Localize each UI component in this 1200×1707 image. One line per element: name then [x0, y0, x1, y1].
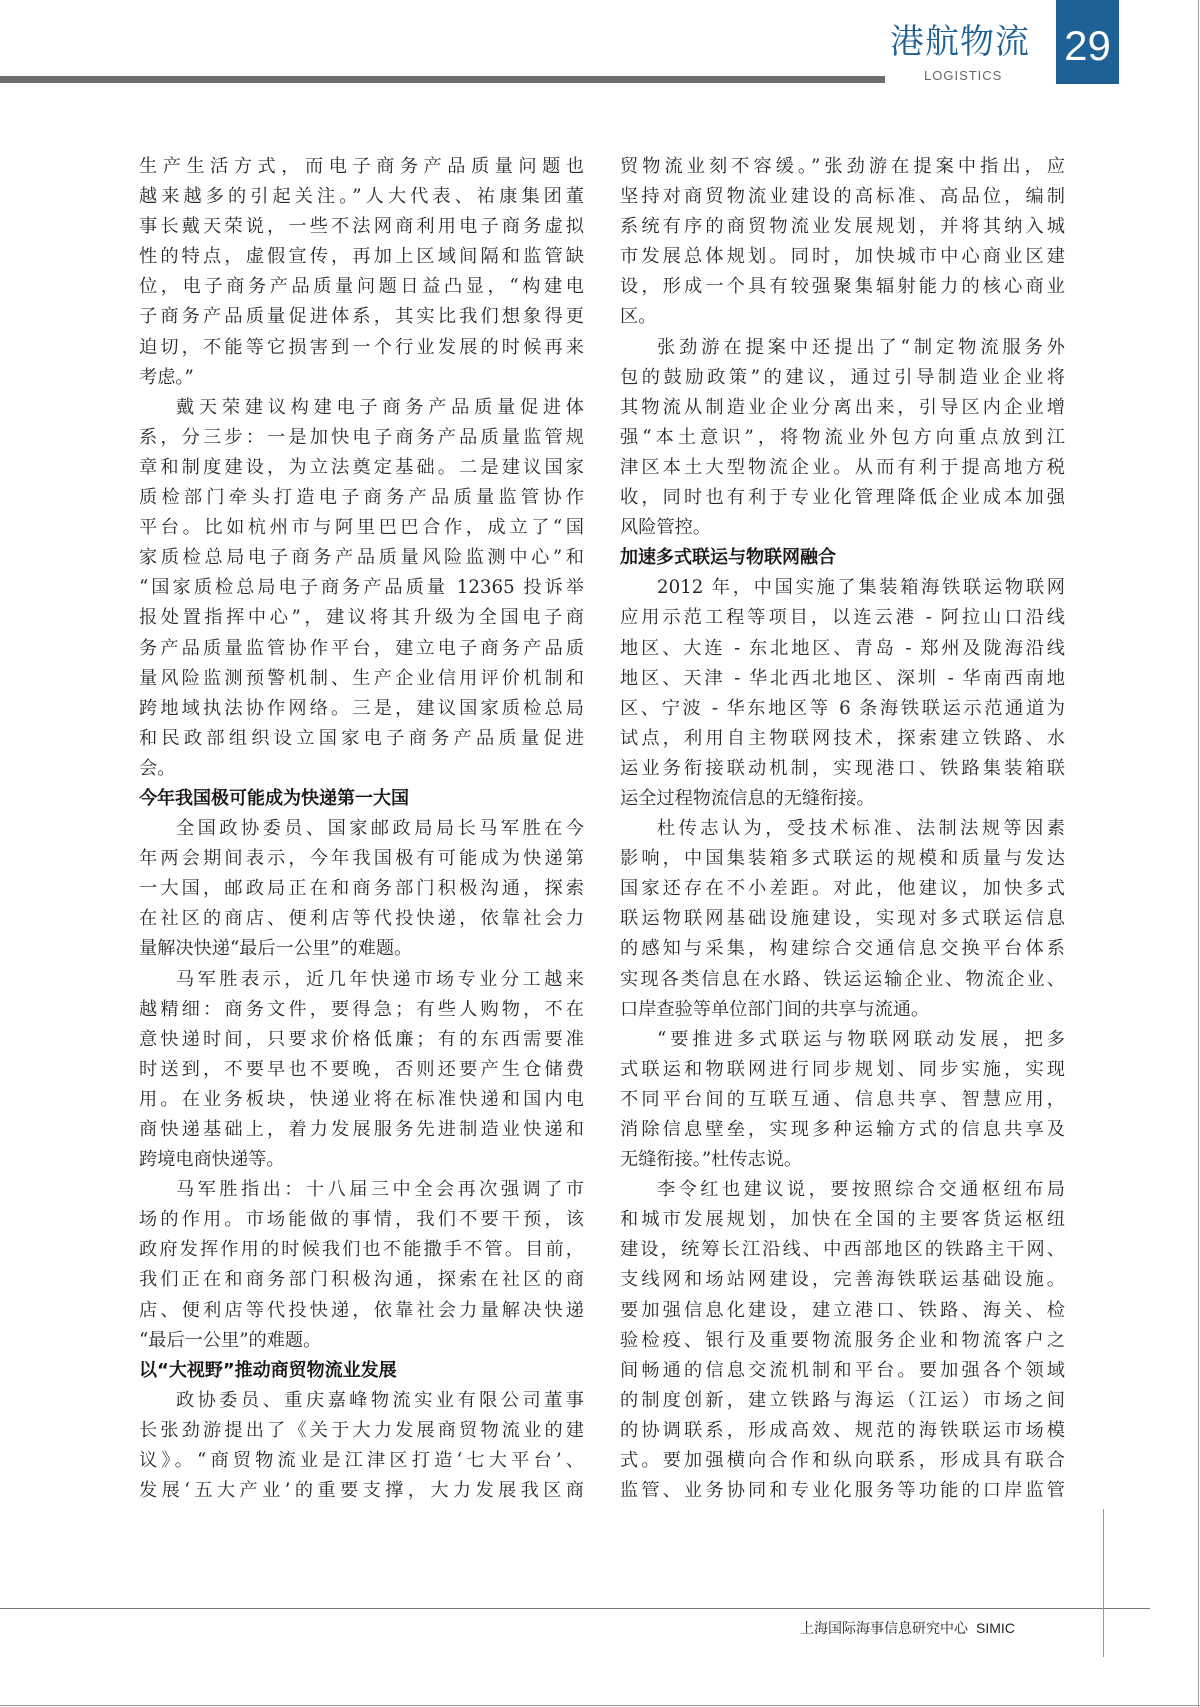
paragraph-first-line: “要推进多式联运与物联网联动发展，把多	[657, 1028, 1065, 1050]
text-line: 的制度创新，建立铁路与海运（江运）市场之间	[620, 1389, 1065, 1411]
text-line: 会。	[139, 757, 176, 779]
text-line: 地区、天津 - 华北西北地区、深圳 - 华南西南地	[620, 667, 1065, 689]
paragraph-first-line: 马军胜指出：十八届三中全会再次强调了市	[176, 1179, 584, 1201]
text-line: 区。	[620, 306, 657, 328]
text-line: 迫切，不能等它损害到一个行业发展的时候再来	[139, 336, 584, 358]
text-line: 系统有序的商贸物流业发展规划，并将其纳入城	[620, 216, 1065, 238]
text-line: 平台。比如杭州市与阿里巴巴合作，成立了“国	[139, 517, 584, 539]
text-line: 考虑。”	[139, 366, 194, 388]
text-line: “国家质检总局电子商务产品质量 12365 投诉举	[139, 577, 584, 599]
text-line: 区、宁波 - 华东地区等 6 条海铁联运示范通道为	[620, 697, 1065, 719]
text-line: 量风险监测预警机制、生产企业信用评价机制和	[139, 667, 584, 689]
text-line: 运全过程物流信息的无缝衔接。	[620, 787, 875, 809]
paragraph-first-line: 杜传志认为，受技术标准、法制法规等因素	[657, 818, 1065, 840]
text-line: 量解决快递“最后一公里”的难题。	[139, 938, 413, 960]
section-heading: 加速多式联运与物联网融合	[620, 547, 836, 569]
footer-vertical-rule	[1103, 1509, 1104, 1657]
page-number-badge	[1056, 0, 1119, 84]
text-line: 的协调联系，形成高效、规范的海铁联运市场模	[620, 1419, 1065, 1441]
paragraph-first-line: 马军胜表示，近几年快递市场专业分工越来	[176, 968, 584, 990]
section-heading: 以“大视野”推动商贸物流业发展	[139, 1359, 397, 1381]
section-subtitle: LOGISTICS	[924, 68, 1003, 83]
text-line: 间畅通的信息交流机制和平台。要加强各个领域	[620, 1359, 1065, 1381]
text-line: 包的鼓励政策”的建议，通过引导制造业企业将	[620, 366, 1065, 388]
text-line: 越精细：商务文件，要得急；有些人购物，不在	[139, 998, 584, 1020]
text-line: 的感知与采集，构建综合交通信息交换平台体系	[620, 938, 1065, 960]
text-line: 口岸查验等单位部门间的共享与流通。	[620, 998, 930, 1020]
text-line: 建设，统筹长江沿线、中西部地区的铁路主干网、	[620, 1239, 1065, 1261]
text-line: 系，分三步：一是加快电子商务产品质量监管规	[139, 426, 584, 448]
paragraph-first-line: 李令红也建议说，要按照综合交通枢纽布局	[657, 1179, 1065, 1201]
text-line: 用。在业务板块，快递业将在标准快递和国内电	[139, 1088, 584, 1110]
header-rule	[0, 76, 885, 83]
text-line: 影响，中国集装箱多式联运的规模和质量与发达	[620, 848, 1065, 870]
text-line: 和民政部组织设立国家电子商务产品质量促进	[139, 727, 584, 749]
text-line: 式。要加强横向合作和纵向联系，形成具有联合	[620, 1450, 1065, 1472]
text-line: 性的特点，虚假宣传，再加上区域间隔和监管缺	[139, 246, 584, 268]
text-line: 跨境电商快递等。	[139, 1149, 285, 1171]
page-number: 29	[1064, 22, 1111, 69]
text-line: 跨地域执法协作网络。三是，建议国家质检总局	[139, 697, 584, 719]
text-line: 越来越多的引起关注。”人大代表、祐康集团董	[139, 186, 584, 208]
text-line: 支线网和场站网建设，完善海铁联运基础设施。	[620, 1269, 1065, 1291]
text-line: 子商务产品质量促进体系，其实比我们想象得更	[139, 306, 584, 328]
publisher-name: 上海国际海事信息研究中心	[800, 1621, 968, 1637]
text-line: 店、便利店等代投快递，依靠社会力量解决快递	[139, 1299, 584, 1321]
text-line: 津区本土大型物流企业。从而有利于提高地方税	[620, 456, 1065, 478]
text-line: 家质检总局电子商务产品质量风险监测中心”和	[139, 547, 584, 569]
text-line: 贸物流业刻不容缓。”张劲游在提案中指出，应	[620, 156, 1065, 177]
text-line: 坚持对商贸物流业建设的高标准、高品位，编制	[620, 186, 1065, 208]
text-line: 生产生活方式，而电子商务产品质量问题也	[139, 156, 584, 177]
page-border-bottom	[0, 1705, 1200, 1706]
paragraph-first-line: 戴天荣建议构建电子商务产品质量促进体	[176, 396, 584, 418]
paragraph-first-line: 全国政协委员、国家邮政局局长马军胜在今	[176, 818, 584, 840]
text-line: 章和制度建设，为立法奠定基础。二是建议国家	[139, 456, 584, 478]
text-line: 其物流从制造业企业分离出来，引导区内企业增	[620, 396, 1065, 418]
paragraph-first-line: 2012 年，中国实施了集装箱海铁联运物联网	[657, 577, 1065, 599]
text-line: 不同平台间的互联互通、信息共享、智慧应用，	[620, 1088, 1065, 1110]
text-line: 试点，利用自主物联网技术，探索建立铁路、水	[620, 727, 1065, 749]
text-line: 收，同时也有利于专业化管理降低企业成本加强	[620, 487, 1065, 509]
text-line: 要加强信息化建设，建立港口、铁路、海关、检	[620, 1299, 1065, 1321]
article-column-left	[139, 152, 584, 1506]
text-line: 我们正在和商务部门积极沟通，探索在社区的商	[139, 1269, 584, 1291]
text-line: 场的作用。市场能做的事情，我们不要干预，该	[139, 1209, 584, 1231]
text-line: 实现各类信息在水路、铁运运输企业、物流企业、	[620, 968, 1065, 990]
text-line: 位，电子商务产品质量问题日益凸显，“构建电	[139, 276, 584, 298]
text-line: 无缝衔接。”杜传志说。	[620, 1149, 803, 1171]
publisher-abbr: SIMIC	[976, 1620, 1015, 1636]
text-line: “最后一公里”的难题。	[139, 1329, 322, 1351]
text-line: 联运物联网基础设施建设，实现对多式联运信息	[620, 908, 1065, 930]
footer-publisher	[800, 1618, 1015, 1638]
text-line: 运业务衔接联动机制，实现港口、铁路集装箱联	[620, 757, 1065, 779]
text-line: 年两会期间表示，今年我国极有可能成为快递第	[139, 848, 584, 870]
text-line: 事长戴天荣说，一些不法网商利用电子商务虚拟	[139, 216, 584, 238]
article-column-right	[620, 152, 1065, 1506]
text-line: 议》。“商贸物流业是江津区打造‘七大平台’、	[139, 1450, 584, 1472]
text-line: 时送到，不要早也不要晚，否则还要产生仓储费	[139, 1058, 584, 1080]
text-line: 强“本土意识”，将物流业外包方向重点放到江	[620, 426, 1065, 448]
text-line: 在社区的商店、便利店等代投快递，依靠社会力	[139, 908, 584, 930]
text-line: 风险管控。	[620, 517, 711, 539]
footer-rule	[0, 1608, 1150, 1609]
text-line: 商快递基础上，着力发展服务先进制造业快递和	[139, 1119, 584, 1140]
text-line: 发展‘五大产业’的重要支撑，大力发展我区商	[139, 1480, 584, 1502]
text-line: 长张劲游提出了《关于大力发展商贸物流业的建	[139, 1419, 584, 1441]
text-line: 报处置指挥中心”，建议将其升级为全国电子商	[139, 607, 584, 629]
page-border-right	[1198, 0, 1199, 1707]
text-line: 政府发挥作用的时候我们也不能撒手不管。目前，	[139, 1239, 584, 1261]
text-line: 意快递时间，只要求价格低廉；有的东西需要准	[139, 1028, 584, 1050]
text-line: 市发展总体规划。同时，加快城市中心商业区建	[620, 246, 1065, 268]
text-line: 消除信息壁垒，实现多种运输方式的信息共享及	[620, 1119, 1065, 1140]
paragraph-first-line: 政协委员、重庆嘉峰物流实业有限公司董事	[176, 1389, 584, 1411]
text-line: 国家还存在不小差距。对此，他建议，加快多式	[620, 878, 1065, 900]
paragraph-first-line: 张劲游在提案中还提出了“制定物流服务外	[657, 336, 1065, 358]
text-line: 设，形成一个具有较强聚集辐射能力的核心商业	[620, 276, 1065, 298]
text-line: 式联运和物联网进行同步规划、同步实施，实现	[620, 1058, 1065, 1080]
text-line: 务产品质量监管协作平台，建立电子商务产品质	[139, 637, 584, 659]
text-line: 应用示范工程等项目，以连云港 - 阿拉山口沿线	[620, 607, 1065, 629]
text-line: 验检疫、银行及重要物流服务企业和物流客户之	[620, 1329, 1065, 1351]
text-line: 和城市发展规划，加快在全国的主要客货运枢纽	[620, 1209, 1065, 1231]
section-title: 港航物流	[890, 22, 1030, 62]
text-line: 一大国，邮政局正在和商务部门积极沟通，探索	[139, 878, 584, 900]
text-line: 质检部门牵头打造电子商务产品质量监管协作	[139, 487, 584, 509]
text-line: 监管、业务协同和专业化服务等功能的口岸监管	[620, 1480, 1065, 1502]
section-heading: 今年我国极可能成为快递第一大国	[139, 787, 409, 809]
text-line: 地区、大连 - 东北地区、青岛 - 郑州及陇海沿线	[620, 637, 1065, 659]
